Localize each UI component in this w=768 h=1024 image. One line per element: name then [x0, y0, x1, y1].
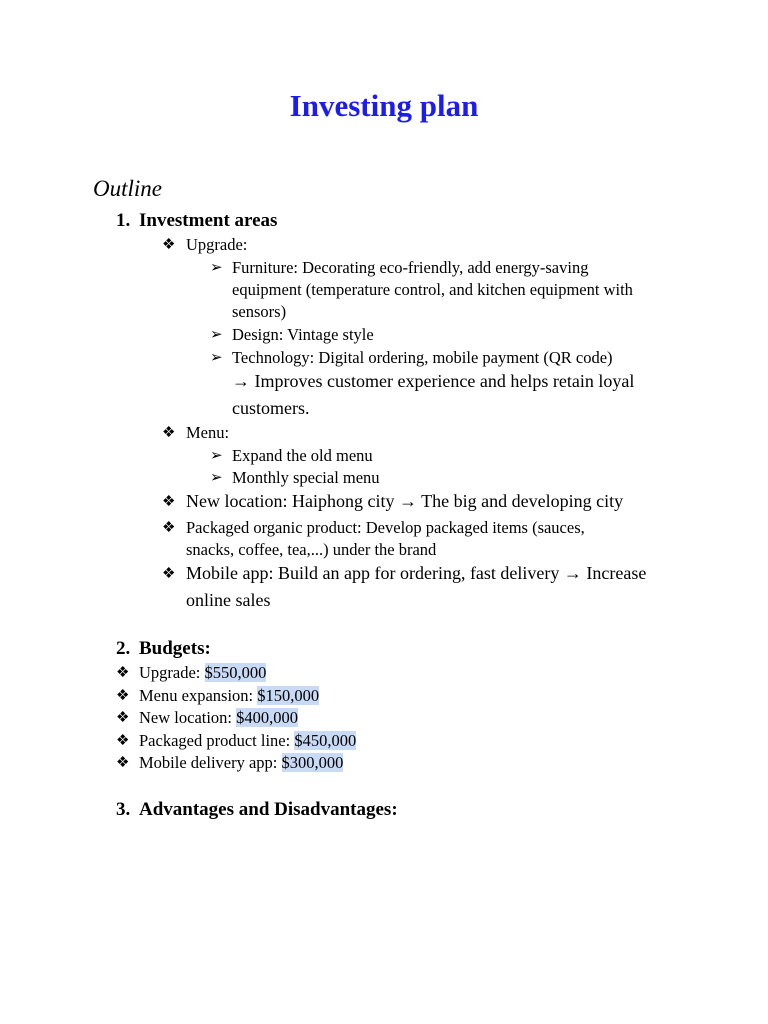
diamond-bullet-icon: ❖ [162, 494, 176, 510]
diamond-bullet-icon: ❖ [162, 566, 176, 582]
list-item-menu: Menu: [186, 423, 230, 442]
diamond-bullet-icon: ❖ [162, 425, 176, 441]
diamond-bullet-icon: ❖ [116, 710, 130, 726]
page-title: Investing plan [289, 88, 479, 123]
diamond-bullet-icon: ❖ [116, 688, 130, 704]
diamond-bullet-icon: ❖ [162, 520, 176, 536]
list-item-upgrade: Upgrade: [186, 235, 248, 254]
budget-label: Upgrade: [139, 663, 205, 682]
section-number: 3. [116, 799, 131, 820]
arrow-bullet-icon: ➢ [210, 350, 223, 366]
budget-item-packaged [139, 730, 356, 752]
list-item-menu-monthly: Monthly special menu [232, 468, 380, 487]
diamond-bullet-icon: ❖ [116, 733, 130, 749]
budget-item-upgrade [139, 662, 266, 684]
arrow-bullet-icon: ➢ [210, 470, 223, 486]
budget-amount: $400,000 [236, 708, 299, 727]
section-heading-advantages [116, 798, 398, 822]
diamond-bullet-icon: ❖ [116, 755, 130, 771]
list-item-furniture: Furniture: Decorating eco-friendly, add energy-saving [232, 258, 589, 277]
budget-item-location [139, 707, 298, 729]
list-item-menu-expand: Expand the old menu [232, 446, 373, 465]
section-heading-investment-areas [116, 209, 277, 233]
list-item-furniture-cont: equipment (temperature control, and kitchen equipment with [232, 280, 633, 299]
section-number: 2. [116, 638, 131, 659]
section-title: Budgets: [139, 638, 211, 659]
diamond-bullet-icon: ❖ [162, 237, 176, 253]
list-item-packaged-cont: snacks, coffee, tea,...) under the brand [186, 540, 437, 559]
arrow-bullet-icon: ➢ [210, 327, 223, 343]
section-title: Advantages and Disadvantages: [139, 799, 398, 820]
section-title: Investment areas [139, 210, 278, 231]
outline-heading: Outline [93, 176, 162, 201]
budget-amount: $150,000 [257, 686, 320, 705]
arrow-bullet-icon: ➢ [210, 448, 223, 464]
list-item-design: Design: Vintage style [232, 325, 374, 344]
budget-amount: $550,000 [204, 663, 267, 682]
budget-item-mobile [139, 752, 343, 774]
list-item-location: New location: Haiphong city → The big and developing city [186, 491, 624, 511]
budget-amount: $300,000 [281, 753, 344, 772]
list-item-technology: Technology: Digital ordering, mobile payment (QR code) [232, 348, 613, 367]
section-heading-budgets [116, 637, 211, 661]
arrow-bullet-icon: ➢ [210, 260, 223, 276]
section-number: 1. [116, 210, 131, 231]
list-item-furniture-cont: sensors) [232, 302, 287, 321]
budget-label: New location: [139, 708, 237, 727]
list-item-technology-cont: customers. [232, 398, 310, 418]
list-item-mobile-app-cont: online sales [186, 590, 271, 610]
diamond-bullet-icon: ❖ [116, 665, 130, 681]
budget-amount: $450,000 [294, 731, 357, 750]
list-item-mobile-app: Mobile app: Build an app for ordering, fast delivery → Increase [186, 563, 647, 583]
budget-item-menu [139, 685, 319, 707]
budget-label: Packaged product line: [139, 731, 295, 750]
budget-label: Mobile delivery app: [139, 753, 282, 772]
budget-label: Menu expansion: [139, 686, 258, 705]
list-item-packaged: Packaged organic product: Develop packaged items (sauces, [186, 518, 585, 537]
list-item-technology-cont: → Improves customer experience and helps retain loyal [232, 371, 635, 391]
